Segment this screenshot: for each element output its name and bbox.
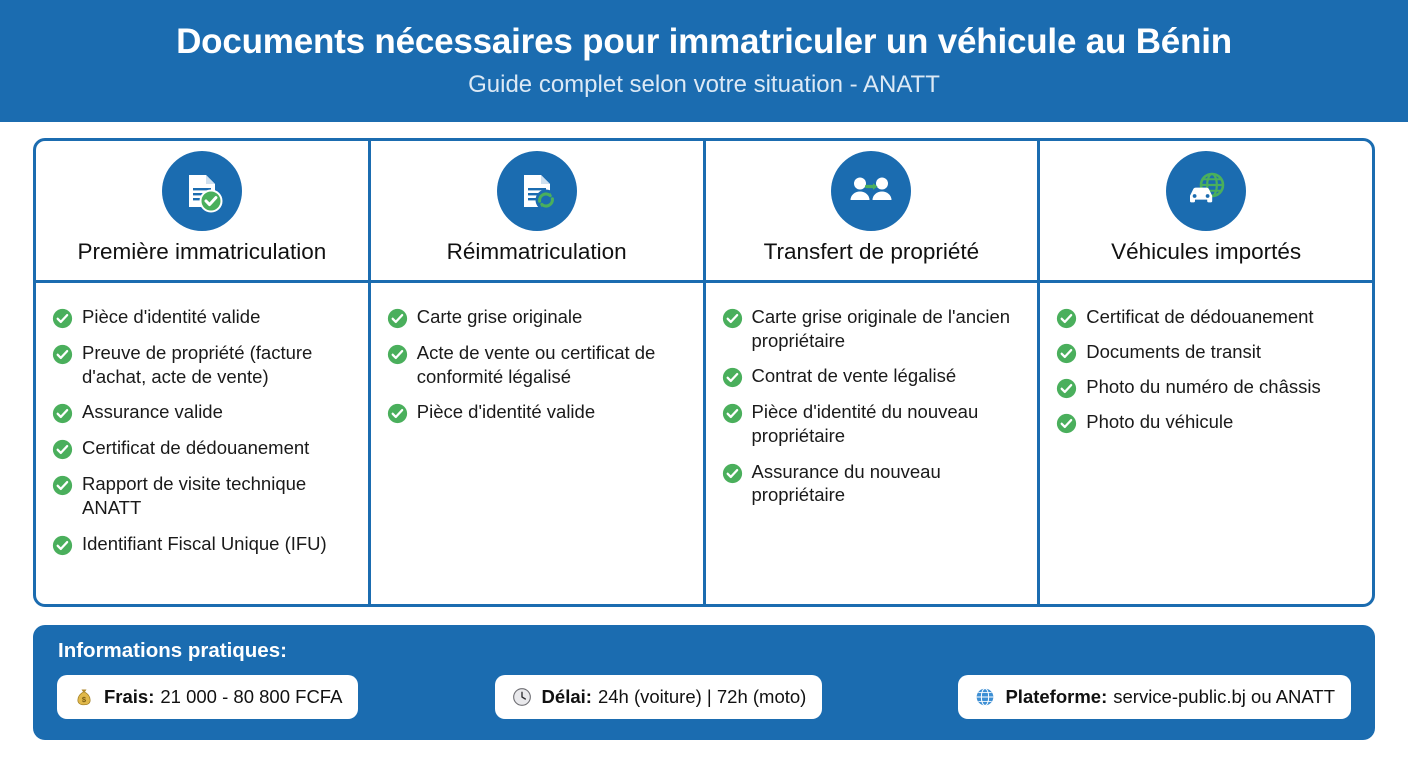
requirement-text: Carte grise originale de l'ancien propriétaire <box>751 306 1011 351</box>
column-reimmatriculation <box>368 141 703 604</box>
list-item <box>52 341 354 388</box>
fees-value: 21 000 - 80 800 FCFA <box>160 686 343 707</box>
requirement-text: Carte grise originale <box>416 306 583 327</box>
requirement-text: Photo du numéro de châssis <box>1086 376 1321 397</box>
page-subtitle: Guide complet selon votre situation - ANATT <box>468 71 940 99</box>
requirement-text: Certificat de dédouanement <box>82 437 310 459</box>
column-title: Première immatriculation <box>77 239 327 264</box>
requirement-text: Pièce d'identité du nouveau propriétaire <box>751 401 979 447</box>
list-item <box>1056 305 1358 329</box>
requirement-text: Pièce d'identité valide <box>82 306 261 327</box>
requirement-text: Documents de transit <box>1086 341 1262 362</box>
clock-icon <box>511 686 533 708</box>
check-circle-icon <box>1056 308 1077 329</box>
column-vehicules-importes <box>1037 141 1372 604</box>
money-bag-icon <box>73 686 95 708</box>
column-header <box>706 141 1038 283</box>
requirement-text: Identifiant Fiscal Unique (IFU) <box>82 532 327 554</box>
page-header <box>0 0 1408 122</box>
requirement-text: Rapport de visite technique ANATT <box>82 473 307 519</box>
delay-pill <box>495 675 823 719</box>
requirement-list <box>1056 305 1358 434</box>
fees-label: Frais: <box>104 686 155 707</box>
list-item <box>387 400 689 424</box>
list-item <box>1056 375 1358 399</box>
page-title: Documents nécessaires pour immatriculer un véhicule au Bénin <box>176 21 1232 61</box>
requirement-text: Certificat de dédouanement <box>1086 306 1314 327</box>
requirement-list <box>722 305 1024 507</box>
platform-pill <box>958 675 1351 719</box>
check-circle-icon <box>387 344 408 365</box>
list-item <box>722 364 1024 388</box>
people-transfer-icon <box>831 151 911 231</box>
requirement-text: Assurance valide <box>82 401 223 423</box>
delay-label: Délai: <box>541 686 592 707</box>
column-header <box>371 141 703 283</box>
column-body <box>706 283 1038 604</box>
column-header <box>36 141 368 283</box>
fees-pill <box>57 675 358 719</box>
requirement-list <box>387 305 689 424</box>
list-item <box>52 472 354 519</box>
list-item <box>722 460 1024 507</box>
list-item <box>1056 410 1358 434</box>
platform-label: Plateforme: <box>1005 686 1108 707</box>
svg-text:$: $ <box>81 695 87 704</box>
requirement-text: Photo du véhicule <box>1086 411 1234 432</box>
column-transfert-de-propriete <box>703 141 1038 604</box>
practical-info-pills <box>55 675 1353 719</box>
column-title: Véhicules importés <box>1111 239 1302 264</box>
practical-info-title: Informations pratiques: <box>58 639 287 662</box>
globe-icon <box>974 686 996 708</box>
check-circle-icon <box>722 463 743 484</box>
delay-value: 24h (voiture) | 72h (moto) <box>597 686 807 707</box>
check-circle-icon <box>722 367 743 388</box>
check-circle-icon <box>722 308 743 329</box>
requirement-list <box>52 305 354 556</box>
requirement-text: Contrat de vente légalisé <box>751 365 957 387</box>
column-premiere-immatriculation <box>36 141 368 604</box>
requirement-text: Acte de vente ou certificat de conformité légalisé <box>416 342 656 387</box>
column-body <box>371 283 703 604</box>
car-globe-icon <box>1166 151 1246 231</box>
check-circle-icon <box>1056 378 1077 399</box>
check-circle-icon <box>52 535 73 556</box>
check-circle-icon <box>52 439 73 460</box>
check-circle-icon <box>52 308 73 329</box>
check-circle-icon <box>387 308 408 329</box>
list-item <box>52 436 354 460</box>
practical-info-panel <box>33 625 1375 740</box>
requirement-text: Preuve de propriété (facture d'achat, acte de vente) <box>82 342 313 387</box>
column-title: Transfert de propriété <box>763 239 980 264</box>
list-item <box>52 400 354 424</box>
column-header <box>1040 141 1372 283</box>
list-item <box>52 532 354 556</box>
requirements-grid <box>33 138 1375 607</box>
list-item <box>52 305 354 329</box>
list-item <box>387 305 689 329</box>
document-refresh-icon <box>497 151 577 231</box>
check-circle-icon <box>387 403 408 424</box>
list-item <box>722 400 1024 447</box>
document-check-icon <box>162 151 242 231</box>
list-item <box>722 305 1024 352</box>
check-circle-icon <box>1056 343 1077 364</box>
column-body <box>36 283 368 604</box>
check-circle-icon <box>1056 413 1077 434</box>
column-body <box>1040 283 1372 604</box>
column-title: Réimmatriculation <box>446 239 627 264</box>
check-circle-icon <box>52 475 73 496</box>
platform-value: service-public.bj ou ANATT <box>1113 686 1335 707</box>
check-circle-icon <box>722 403 743 424</box>
check-circle-icon <box>52 403 73 424</box>
requirement-text: Pièce d'identité valide <box>416 401 596 423</box>
list-item <box>1056 340 1358 364</box>
check-circle-icon <box>52 344 73 365</box>
list-item <box>387 341 689 388</box>
requirement-text: Assurance du nouveau propriétaire <box>751 460 941 506</box>
